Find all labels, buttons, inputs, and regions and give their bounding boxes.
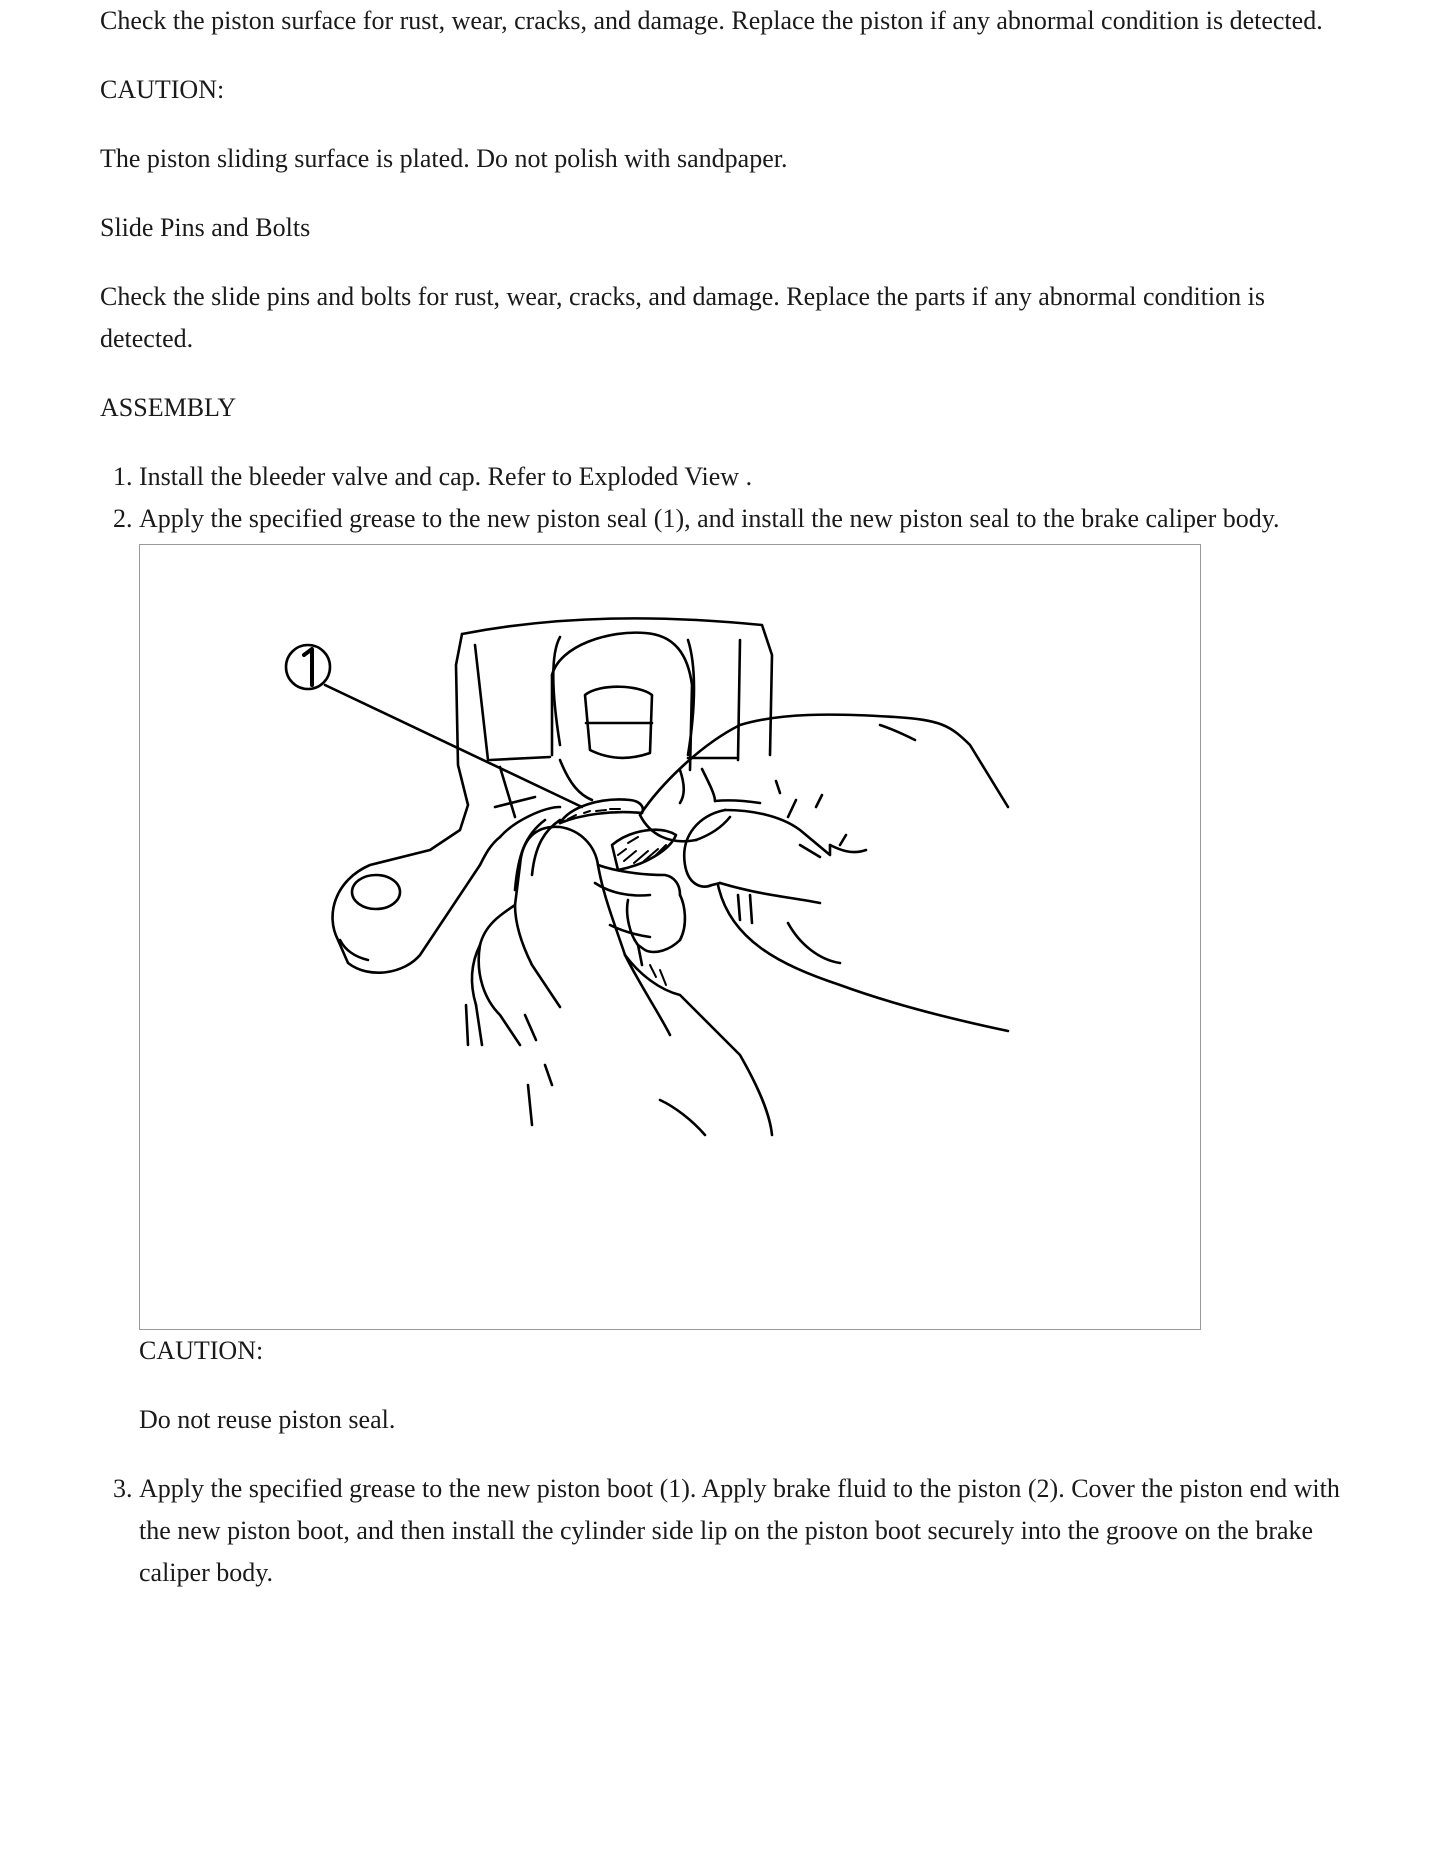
- assembly-heading: ASSEMBLY: [100, 393, 237, 422]
- assembly-step-3-text: Apply the specified grease to the new piston boot (1). Apply brake fluid to the piston (2). Cover the piston end with the new piston boot, and then install the cylinder side lip on the piston boot securely into the groove on the brake caliper body.: [139, 1474, 1340, 1587]
- caution-text: The piston sliding surface is plated. Do not polish with sandpaper.: [100, 144, 788, 173]
- slide-pins-check-paragraph: Check the slide pins and bolts for rust, wear, cracks, and damage. Replace the parts if any abnormal condition is detected.: [100, 282, 1265, 353]
- assembly-step-3: [139, 1468, 1360, 1594]
- piston-check-paragraph: Check the piston surface for rust, wear, cracks, and damage. Replace the piston if any abnormal condition is detected.: [100, 6, 1323, 35]
- step-2-caution: [139, 1330, 1360, 1441]
- slide-pins-heading: Slide Pins and Bolts: [100, 213, 311, 242]
- caution-label: CAUTION:: [100, 75, 225, 104]
- step-2-caution-text: Do not reuse piston seal.: [139, 1405, 396, 1434]
- assembly-steps-list: [100, 456, 1360, 1594]
- document-page: [100, 0, 1360, 1594]
- step-2-caution-label: CAUTION:: [139, 1336, 264, 1365]
- assembly-step-1-text: Install the bleeder valve and cap. Refer to Exploded View .: [139, 462, 753, 491]
- piston-seal-install-figure: [139, 544, 1201, 1330]
- assembly-step-2-text: Apply the specified grease to the new piston seal (1), and install the new piston seal to the brake caliper body.: [139, 504, 1280, 533]
- piston-seal-line-drawing: [140, 545, 1200, 1329]
- assembly-step-1: [139, 456, 1360, 498]
- assembly-step-2: [139, 498, 1360, 1441]
